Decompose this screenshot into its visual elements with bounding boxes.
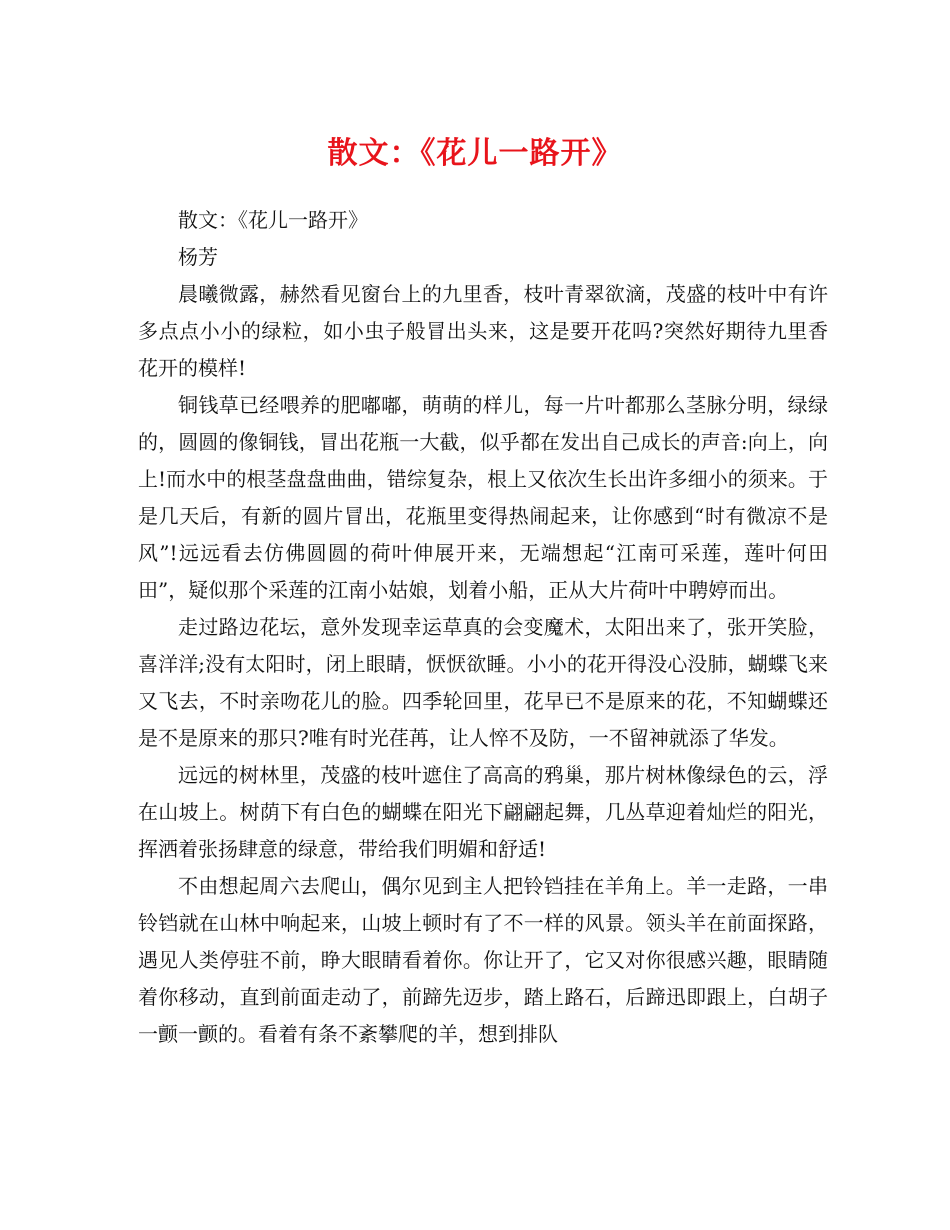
paragraph-4: 远远的树林里，茂盛的枝叶遮住了高高的鸦巢，那片树林像绿色的云，浮在山坡上。树荫下有白色的蝴蝶在阳光下翩翩起舞，几丛草迎着灿烂的阳光，挥洒着张扬肆意的绿意，带给我们明媚和舒适! (138, 763, 828, 861)
paragraph-3: 走过路边花坛，意外发现幸运草真的会变魔术，太阳出来了，张开笑脸，喜洋洋;没有太阳时，闭上眼睛，恹恹欲睡。小小的花开得没心没肺，蝴蝶飞来又飞去，不时亲吻花儿的脸。四季轮回里，花早已不是原来的花，不知蝴蝶还是不是原来的那只?唯有时光荏苒，让人悴不及防，一不留神就添了华发。 (138, 615, 828, 750)
article-subtitle: 散文：《花儿一路开》 (178, 208, 368, 232)
document-body (138, 202, 828, 1053)
document-title: 散文：《花儿一路开》 (327, 136, 623, 171)
paragraph-5: 不由想起周六去爬山，偶尔见到主人把铃铛挂在羊角上。羊一走路，一串铃铛就在山林中响起来，山坡上顿时有了不一样的风景。领头羊在前面探路，遇见人类停驻不前，睁大眼睛看着你。你让开了，它又对你很感兴趣，眼睛随着你移动，直到前面走动了，前蹄先迈步，踏上路石，后蹄迅即跟上，白胡子一颤一颤的。看着有条不紊攀爬的羊，想到排队 (138, 874, 828, 1046)
paragraph-1: 晨曦微露，赫然看见窗台上的九里香，枝叶青翠欲滴，茂盛的枝叶中有许多点点小小的绿粒，如小虫子般冒出头来，这是要开花吗?突然好期待九里香花开的模样! (138, 282, 828, 380)
paragraph-2: 铜钱草已经喂养的肥嘟嘟，萌萌的样儿，每一片叶都那么茎脉分明，绿绿的，圆圆的像铜钱，冒出花瓶一大截，似乎都在发出自己成长的声音:向上，向上!而水中的根茎盘盘曲曲，错综复杂，根上又依次生长出许多细小的须来。于是几天后，有新的圆片冒出，花瓶里变得热闹起来，让你感到“时有微凉不是风”!远远看去仿佛圆圆的荷叶伸展开来，无端想起“江南可采莲，莲叶何田田”，疑似那个采莲的江南小姑娘，划着小船，正从大片荷叶中聘婷而出。 (138, 393, 828, 602)
article-author: 杨芳 (178, 245, 218, 269)
